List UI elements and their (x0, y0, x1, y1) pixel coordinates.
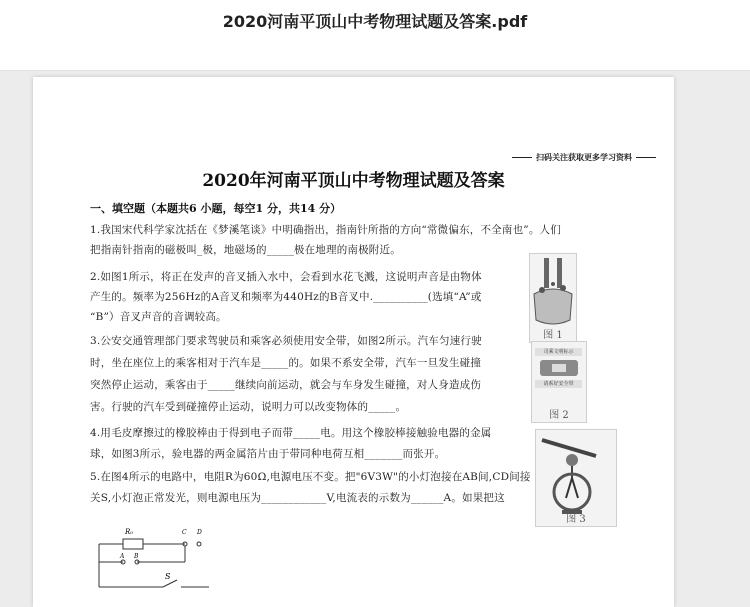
question-2-line-3: “B”）音叉声音的音调较高。 (90, 311, 227, 323)
figure-2-label: 图 2 (549, 410, 569, 421)
pdf-page (33, 77, 674, 607)
question-5-line-1: 5.在图4所示的电路中，电阻R为60Ω,电源电压不变。把"6V3W"的小灯泡接在AB间,CD间接 (90, 471, 531, 483)
question-5-line-2: 关S,小灯泡正常发光，则电源电压为____________V,电流表的示数为______A。如果把这 (90, 492, 505, 504)
figure-2-sign-bottom: 请系好安全带 (535, 380, 582, 388)
section-heading: 一、填空题（本题共6 小题，每空1 分，共14 分） (90, 202, 342, 215)
question-1-line-2: 把指南针指南的磁极叫_极，地磁场的_____极在地理的南极附近。 (90, 244, 401, 256)
promo-dash-right (636, 157, 656, 158)
question-2-line-1: 2.如图1所示，将正在发声的音叉插入水中，会看到水花飞溅，这说明声音是由物体 (90, 271, 482, 283)
circuit-label-a: A (120, 553, 125, 560)
promo-text: 扫码关注获取更多学习资料 (536, 153, 632, 162)
figure-3-label: 图 3 (566, 514, 586, 525)
file-title: 2020河南平顶山中考物理试题及答案.pdf (222, 12, 528, 31)
figure-1-label: 图 1 (543, 330, 563, 341)
question-4-line-2: 球，如图3所示，验电器的两金属箔片由于带同种电荷互相_______而张开。 (90, 448, 446, 460)
question-1-line-1: 1.我国宋代科学家沈括在《梦溪笔谈》中明确指出，指南针所指的方向“常微偏东，不全南也”。人们 (90, 224, 561, 236)
question-3-line-4: 害。行驶的汽车受到碰撞停止运动，说明力可以改变物体的_____。 (90, 401, 407, 413)
document-title: 2020年河南平顶山中考物理试题及答案 (202, 171, 505, 191)
figure-3-image (535, 429, 617, 527)
circuit-drawing (93, 532, 213, 592)
question-3-line-3: 突然停止运动，乘客由于_____继续向前运动，就会与车身发生碰撞，对人身造成伤 (90, 379, 482, 391)
circuit-label-c: C (182, 529, 187, 536)
question-3-line-2: 时，坐在座位上的乘客相对于汽车是_____的。如果不系安全带，汽车一旦发生碰撞 (90, 357, 482, 369)
question-4-line-1: 4.用毛皮摩擦过的橡胶棒由于得到电子而带_____电。用这个橡胶棒接触验电器的金属 (90, 427, 492, 439)
figure-2-sign-top: 司乘文明标示 (535, 348, 582, 356)
figure-1-image (529, 253, 577, 343)
question-2-line-2: 产生的。频率为256Hz的A音叉和频率为440Hz的B音叉中.__________(选填“A”或 (90, 291, 482, 303)
figure-2-image (531, 341, 587, 423)
viewer-toolbar (0, 0, 750, 71)
promo-banner (512, 152, 656, 163)
circuit-label-r0: R₀ (125, 528, 134, 536)
circuit-label-b: B (134, 553, 139, 560)
circuit-label-d: D (197, 529, 202, 536)
question-3-line-1: 3.公安交通管理部门要求驾驶员和乘客必须使用安全带，如图2所示。汽车匀速行驶 (90, 335, 482, 347)
circuit-label-s: S (165, 572, 171, 581)
figure-4-circuit (93, 528, 213, 596)
promo-dash-left (512, 157, 532, 158)
